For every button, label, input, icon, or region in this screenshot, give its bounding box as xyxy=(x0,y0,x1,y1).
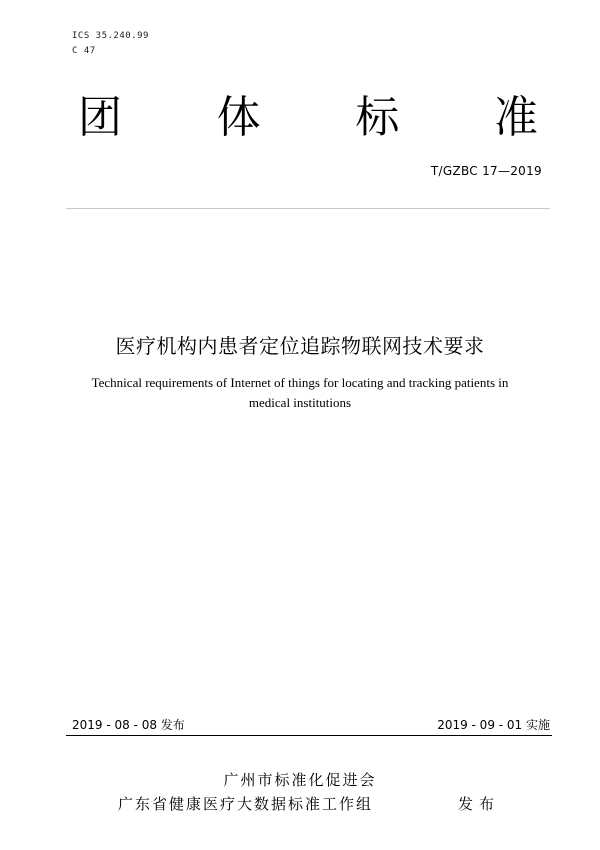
standard-type-char: 团 xyxy=(78,92,122,143)
document-title-zh: 医疗机构内患者定位追踪物联网技术要求 xyxy=(115,334,485,358)
standard-type-char: 体 xyxy=(216,92,261,143)
implement-date: 2019 - 09 - 01 实施 xyxy=(437,718,550,732)
ccs-code: C 47 xyxy=(72,46,96,56)
document-title-en-line: Technical requirements of Internet of things for locating and tracking patients in xyxy=(91,375,509,390)
ics-code: ICS 35.240.99 xyxy=(72,31,149,41)
issue-label: 发布 xyxy=(458,795,501,813)
issuer-organization: 广东省健康医疗大数据标准工作组 xyxy=(118,795,374,813)
standard-type-title xyxy=(78,88,538,148)
publish-date: 2019 - 08 - 08 发布 xyxy=(72,718,185,732)
document-title-en xyxy=(60,373,540,413)
standard-number: T/GZBC 17—2019 xyxy=(430,164,542,178)
standard-type-char: 标 xyxy=(355,92,400,143)
standard-type-char: 准 xyxy=(493,92,538,143)
header-divider xyxy=(66,208,550,209)
footer-divider xyxy=(66,735,552,736)
issuer-organization: 广州市标准化促进会 xyxy=(223,771,377,789)
document-title-en-line: medical institutions xyxy=(248,395,352,410)
